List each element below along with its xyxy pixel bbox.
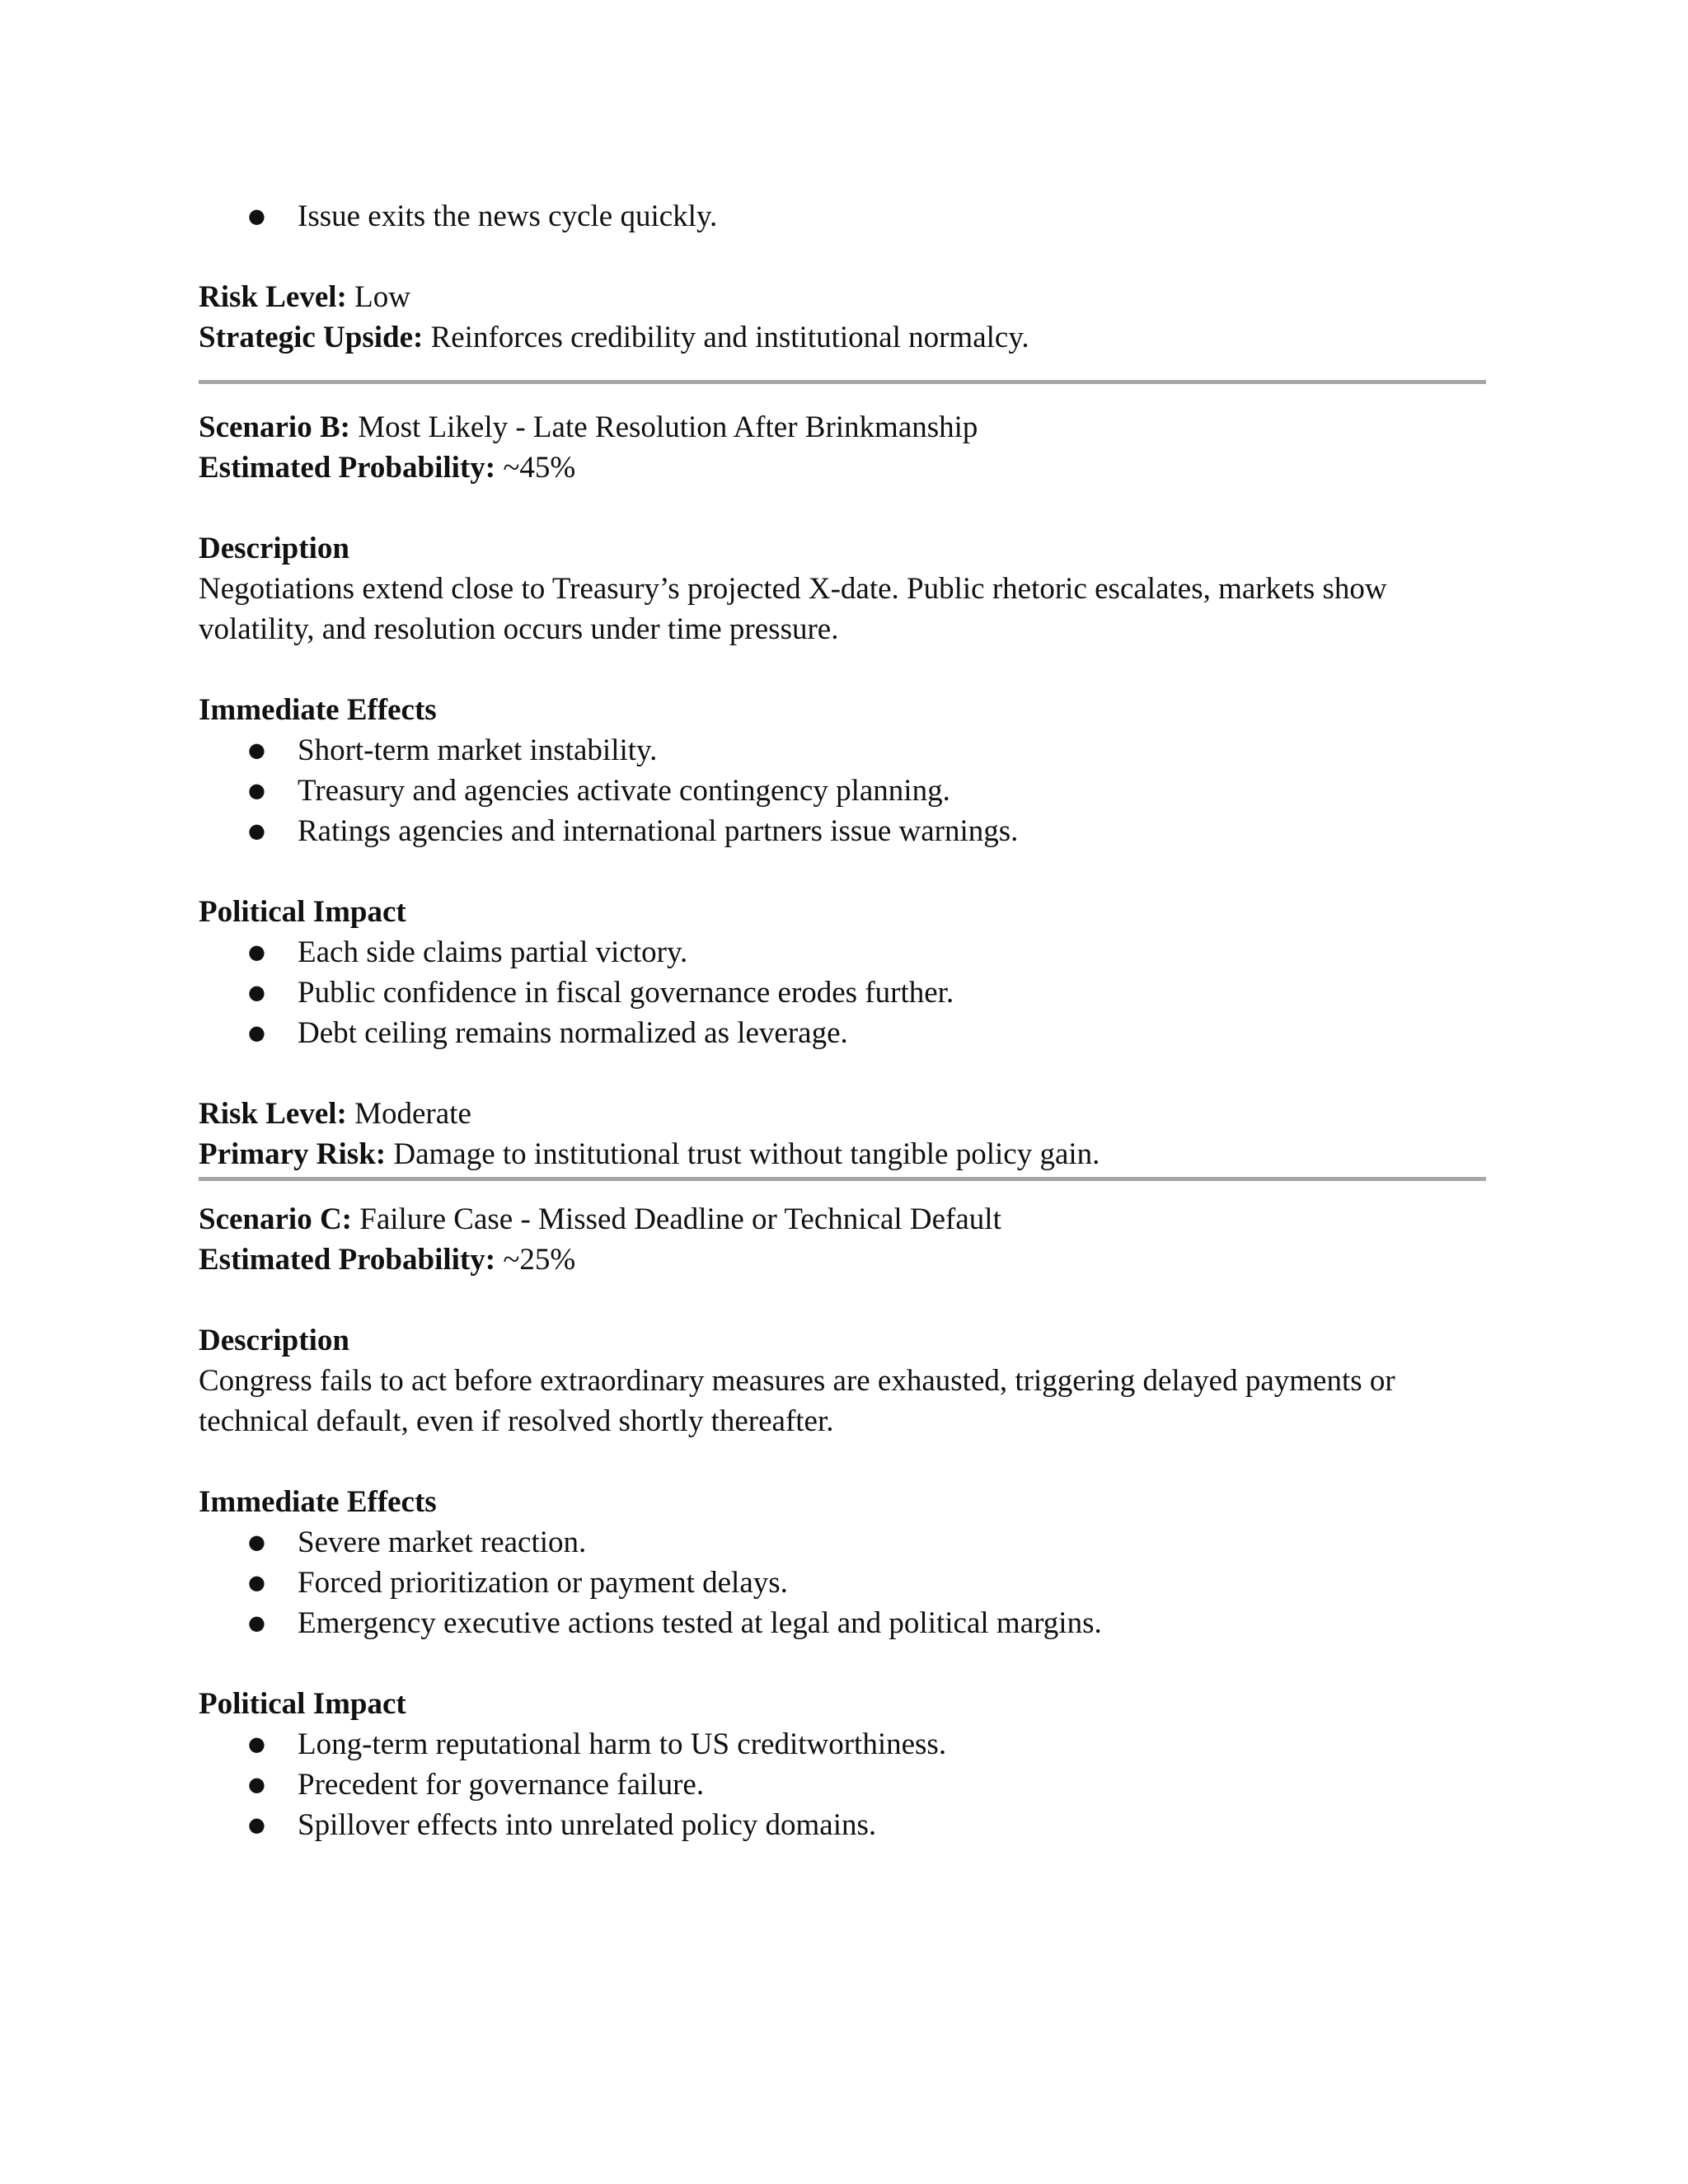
probability-value: ~25%: [495, 1243, 576, 1277]
list-item: [199, 811, 1484, 851]
spacer: [199, 1181, 1484, 1199]
list-item: [199, 1603, 1484, 1643]
political-impact-list: [199, 1724, 1484, 1845]
list-item: [199, 196, 1484, 237]
bullet-text: Forced prioritization or payment delays.: [298, 1566, 788, 1600]
list-item: [199, 1724, 1484, 1765]
probability-label: Estimated Probability:: [199, 1243, 496, 1277]
political-impact-list: [199, 932, 1484, 1053]
primary-risk-value: Damage to institutional trust without tangible policy gain.: [386, 1137, 1100, 1171]
spacer: [199, 358, 1484, 380]
list-item: [199, 1013, 1484, 1053]
bullet-text: Precedent for governance failure.: [298, 1768, 705, 1802]
immediate-effects-heading: Immediate Effects: [199, 693, 437, 727]
list-item: [199, 1805, 1484, 1845]
risk-level-line: [199, 277, 1484, 317]
scenario-c-title-line: [199, 1199, 1484, 1240]
description-heading: Description: [199, 532, 349, 565]
scenario-c-probability-line: [199, 1240, 1484, 1280]
list-item: [199, 1522, 1484, 1563]
bullet-icon: ●: [248, 1732, 265, 1755]
bullet-icon: ●: [248, 819, 265, 842]
list-item: [199, 1765, 1484, 1805]
bullet-text: Severe market reaction.: [298, 1526, 587, 1559]
primary-risk-label: Primary Risk:: [199, 1137, 387, 1171]
risk-level-label: Risk Level:: [199, 1097, 347, 1131]
spacer: [199, 1280, 1484, 1320]
scenario-a-bullet-list: [199, 196, 1484, 237]
scenario-b-title-line: [199, 407, 1484, 448]
spacer: [199, 1441, 1484, 1482]
political-impact-heading: Political Impact: [199, 1687, 406, 1721]
bullet-text: Each side claims partial victory.: [298, 935, 688, 969]
primary-risk-line: [199, 1134, 1484, 1174]
scenario-c-title: Failure Case - Missed Deadline or Technical Default: [352, 1202, 1001, 1236]
spacer: [199, 237, 1484, 277]
strategic-upside-value: Reinforces credibility and institutional normalcy.: [423, 321, 1029, 354]
bullet-icon: ●: [248, 779, 265, 802]
list-item: [199, 932, 1484, 972]
bullet-icon: ●: [248, 1813, 265, 1836]
bullet-icon: ●: [248, 1571, 265, 1594]
risk-level-value: Low: [346, 280, 410, 314]
bullet-text: Public confidence in fiscal governance erodes further.: [298, 976, 954, 1010]
description-text: Congress fails to act before extraordinary measures are exhausted, triggering delayed payments or technical default, even if resolved shortly thereafter.: [199, 1364, 1395, 1438]
probability-value: ~45%: [495, 451, 576, 485]
bullet-text: Debt ceiling remains normalized as leverage.: [298, 1016, 848, 1050]
list-item: [199, 1563, 1484, 1603]
bullet-icon: ●: [248, 738, 265, 762]
document-content: [199, 196, 1484, 1845]
description-heading: Description: [199, 1324, 349, 1357]
risk-level-line: [199, 1094, 1484, 1134]
spacer: [199, 851, 1484, 892]
list-item: [199, 771, 1484, 811]
bullet-text: Issue exits the news cycle quickly.: [298, 199, 718, 233]
bullet-icon: ●: [248, 1530, 265, 1554]
scenario-b-label: Scenario B:: [199, 410, 350, 444]
political-impact-heading: Political Impact: [199, 895, 406, 929]
description-text: Negotiations extend close to Treasury’s projected X-date. Public rhetoric escalates, markets show volatility, and resolution occurs under time pressure.: [199, 572, 1387, 646]
bullet-text: Emergency executive actions tested at legal and political margins.: [298, 1606, 1102, 1640]
spacer: [199, 488, 1484, 528]
scenario-c-label: Scenario C:: [199, 1202, 352, 1236]
immediate-effects-list: [199, 730, 1484, 851]
list-item: [199, 730, 1484, 771]
spacer: [199, 1053, 1484, 1094]
strategic-upside-line: [199, 317, 1484, 358]
immediate-effects-heading: Immediate Effects: [199, 1485, 437, 1519]
spacer: [199, 384, 1484, 407]
scenario-b-probability-line: [199, 448, 1484, 488]
spacer: [199, 1643, 1484, 1684]
probability-label: Estimated Probability:: [199, 451, 496, 485]
list-item: [199, 972, 1484, 1013]
bullet-icon: ●: [248, 981, 265, 1004]
bullet-text: Short-term market instability.: [298, 733, 658, 767]
strategic-upside-label: Strategic Upside:: [199, 321, 424, 354]
bullet-icon: ●: [248, 1611, 265, 1634]
spacer: [199, 649, 1484, 690]
bullet-text: Long-term reputational harm to US creditworthiness.: [298, 1727, 947, 1761]
bullet-text: Ratings agencies and international partners issue warnings.: [298, 814, 1019, 848]
bullet-icon: ●: [248, 1773, 265, 1796]
immediate-effects-list: [199, 1522, 1484, 1643]
scenario-b-title: Most Likely - Late Resolution After Brinkmanship: [349, 410, 978, 444]
risk-level-label: Risk Level:: [199, 280, 347, 314]
bullet-icon: ●: [248, 1021, 265, 1044]
bullet-icon: ●: [248, 940, 265, 963]
bullet-text: Spillover effects into unrelated policy domains.: [298, 1808, 877, 1842]
risk-level-value: Moderate: [346, 1097, 471, 1131]
bullet-text: Treasury and agencies activate contingency planning.: [298, 774, 950, 808]
bullet-icon: ●: [248, 204, 265, 227]
